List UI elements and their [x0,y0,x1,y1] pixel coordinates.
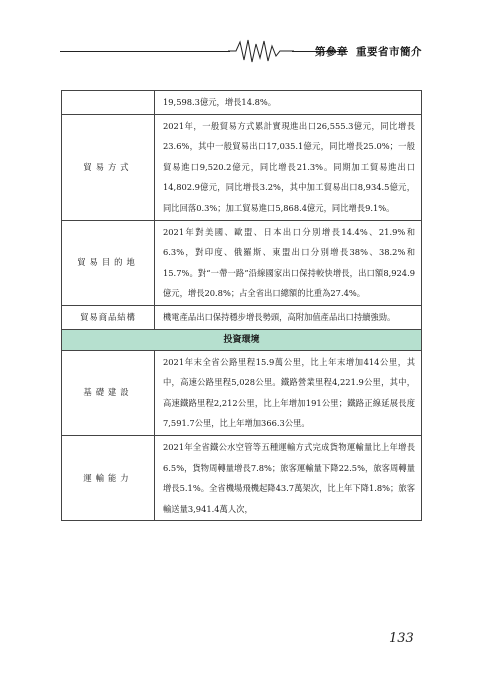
chapter-name: 重要省市簡介 [356,46,422,58]
row-label: 貿易方式 [62,114,155,220]
row-content: 2021年全省鐵公水空管等五種運輸方式完成貨物運輸量比上年增長6.5%，貨物周轉量增長7.8%；旅客運輸量下降22.5%，旅客周轉量增長5.1%。全省機場飛機起降43.7萬架次，比上年下降1.8%；旅客輸送量3,941.4萬人次， [155,435,422,520]
row-content: 2021年，一般貿易方式累計實現進出口26,555.3億元，同比增長23.6%，其中一般貿易出口17,035.1億元，同比增長25.0%；一般貿易進口9,520.2億元，同比增長21.3%。同期加工貿易進出口14,802.9億元，同比增長3.2%，其中加工貿易出口8,934.5億元，同比回落0.3%；加工貿易進口5,868.4億元，同比增長9.1%。 [155,114,422,220]
table-row [62,435,422,520]
page-header [60,38,422,64]
heartbeat-wave-icon [228,38,294,64]
row-content: 19,598.3億元，增長14.8%。 [155,91,422,115]
row-label: 基礎建設 [62,350,155,435]
header-rule-left [60,51,230,52]
table-row [62,305,422,329]
row-content: 2021年對美國、歐盟、日本出口分別增長14.4%、21.9%和6.3%，對印度、俄羅斯、東盟出口分別增長38%、38.2%和15.7%。對“一帶一路”沿線國家出口保持較快增長，出口額8,924.9億元，增長20.8%；占全省出口總額的比重為27.4%。 [155,220,422,305]
page-number: 133 [389,631,414,646]
table-row [62,114,422,220]
row-content: 2021年末全省公路里程15.9萬公里，比上年末增加414公里，其中，高速公路里程5,028公里。鐵路營業里程4,221.9公里，其中，高速鐵路里程2,212公里，比上年增加191公里；鐵路正線延展長度7,591.7公里，比上年增加366.3公里。 [155,350,422,435]
info-table [61,90,422,521]
chapter-title [311,44,422,59]
table-row [62,91,422,115]
chapter-number: 第參章 [314,46,348,58]
row-label: 貿易目的地 [62,220,155,305]
row-content: 機電產品出口保持穩步增長勢頭，高附加值產品出口持續強勁。 [155,305,422,329]
row-label: 貿易商品結構 [62,305,155,329]
section-heading: 投資環境 [62,329,422,350]
table-row [62,220,422,305]
row-label: 運輸能力 [62,435,155,520]
row-label [62,91,155,115]
section-row [62,329,422,350]
table-row [62,350,422,435]
